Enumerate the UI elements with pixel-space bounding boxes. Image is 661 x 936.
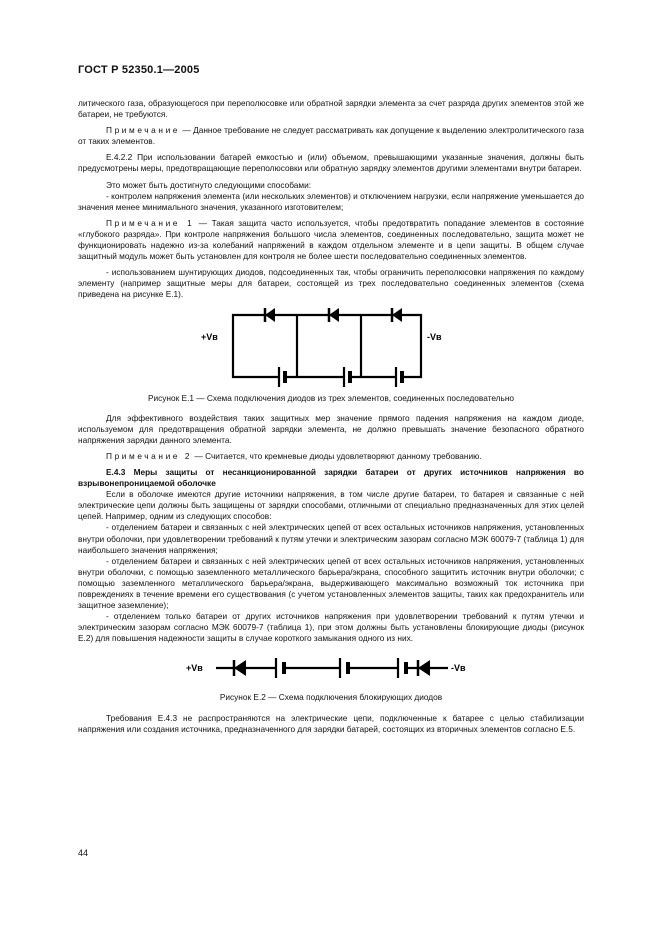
figure-e2-caption: Рисунок Е.2 — Схема подключения блокирующих диодов — [219, 692, 443, 703]
item-separation-2: - отделением батареи и связанных с ней электрических цепей от всех остальных источников напряжения, установленных внутри оболочки, с помощью заземленного металлического барьера/экрана, способного защитить источник внутри оболочки; с помощью заземленного металлического барьера/экрана, выдерживающего максимально возможный ток источника при повреждениях в течение времени его существования (с учетом установленных элементов защиты, таких как предохранитель или защитное заземление); — [78, 555, 584, 611]
note-b — [78, 451, 584, 462]
paragraph-effect: Для эффективного воздействия таких защитных мер значение прямого падения напряжения на каждом диоде, используемом для предотвращения обратной зарядки элемента, не должно превышать значение безопасного обратного напряжения зарядки данного элемента. — [78, 412, 584, 445]
vb-plus-label: +Vв — [186, 663, 203, 674]
note-text: — Такая защита часто используется, чтобы предотвратить попадание элементов в состояние «глубокого разряда». При контроле напряжения большого числа элементов, соединенных последовательно, защита может не функционировать надежно из-за колебаний напряжений в каждом отдельном элементе и в цепи защиты. В общем случае защитный модуль может быть установлен для контроля не более шести последовательно соединенных элементов. — [78, 217, 584, 262]
note-text: — Данное требование не следует рассматривать как допущение к выделению электролитического газа от таких элементов. — [78, 125, 584, 147]
page-content — [78, 98, 584, 740]
note-text: — Считается, что кремневые диоды удовлетворяют данному требованию. — [192, 450, 482, 461]
figure-e1-caption: Рисунок Е.1 — Схема подключения диодов из трех элементов, соединенных последовательно — [147, 392, 515, 403]
figure-e1-diagram — [201, 307, 461, 387]
note-a — [78, 218, 584, 262]
page-number: 44 — [78, 848, 89, 858]
vb-minus-label: -Vв — [451, 663, 466, 674]
item-shunt-diodes: - использованием шунтирующих диодов, подсоединенных так, чтобы ограничить переполюсовки напряжения по каждому элементу (например защитные меры для батареи, состоящей из трех последовательно соединенных элементов (схема приведена на рисунке Е.1). — [78, 267, 584, 300]
item-separation-3: - отделением только батареи от других источников напряжения при удовлетворении требований к путям утечки и электрическим зазорам согласно МЭК 60079-7 (таблица 1), при этом должны быть установлены блокирующие диоды (рисунок Е.2) для повышения надежности защиты в случае короткого замыкания одного из них. — [78, 611, 584, 644]
paragraph-final: Требования Е.4.3 не распространяются на электрические цепи, подключенные к батарее с целью стабилизации напряжения или создания источника, предназначенного для зарядки батарей, состоящих из вторичных элементов согласно Е.5. — [78, 712, 584, 734]
paragraph-gas: литического газа, образующегося при переполюсовке или обратной зарядки элемента за счет разряда других элементов этой же батареи, не требуются. — [78, 98, 584, 120]
document-header: ГОСТ Р 52350.1—2005 — [78, 64, 200, 76]
item-voltage-control: - контролем напряжения элемента (или нескольких элементов) и отключением нагрузки, если напряжение уменьшается до значения менее минимального значения, указанного изготовителем; — [78, 190, 584, 212]
figure-e2-diagram — [186, 650, 476, 686]
section-e43-title: Е.4.3 Меры защиты от несанкционированной зарядки батареи от других источников напряжения во взрывонепроницаемой оболочке — [78, 466, 584, 489]
item-separation-1: - отделением батареи и связанных с ней электрических цепей от всех остальных источников напряжения, установленных внутри оболочки, при удовлетворении требований к путям утечки и электрическим зазорам согласно МЭК 60079-7 (таблица 1) для наибольшего значения напряжения; — [78, 522, 584, 555]
vb-minus-label: -Vв — [427, 331, 442, 342]
vb-plus-label: +Vв — [201, 331, 218, 342]
clause-e43: Если в оболочке имеются другие источники напряжения, в том числе другие батареи, то батарея и связанные с ней электрические цепи должны быть защищены от зарядки способами, отличными от специально предназначенных для этих целей цепей. Например, одним из следующих способов: — [78, 489, 584, 522]
clause-e422: Е.4.2.2 При использовании батарей емкостью и (или) объемом, превышающими указанные значения, должны быть предусмотрены меры, предотвращающие переполюсовки или обратную зарядку элементов другими элементами внутри батареи. — [78, 152, 584, 174]
note-1 — [78, 125, 584, 147]
paragraph-ways: Это может быть достигнуто следующими способами: — [106, 179, 312, 190]
note-label: Примечание 2 — [106, 450, 193, 461]
note-label: Примечание — [106, 125, 181, 136]
note-label: Примечание 1 — [106, 217, 195, 228]
